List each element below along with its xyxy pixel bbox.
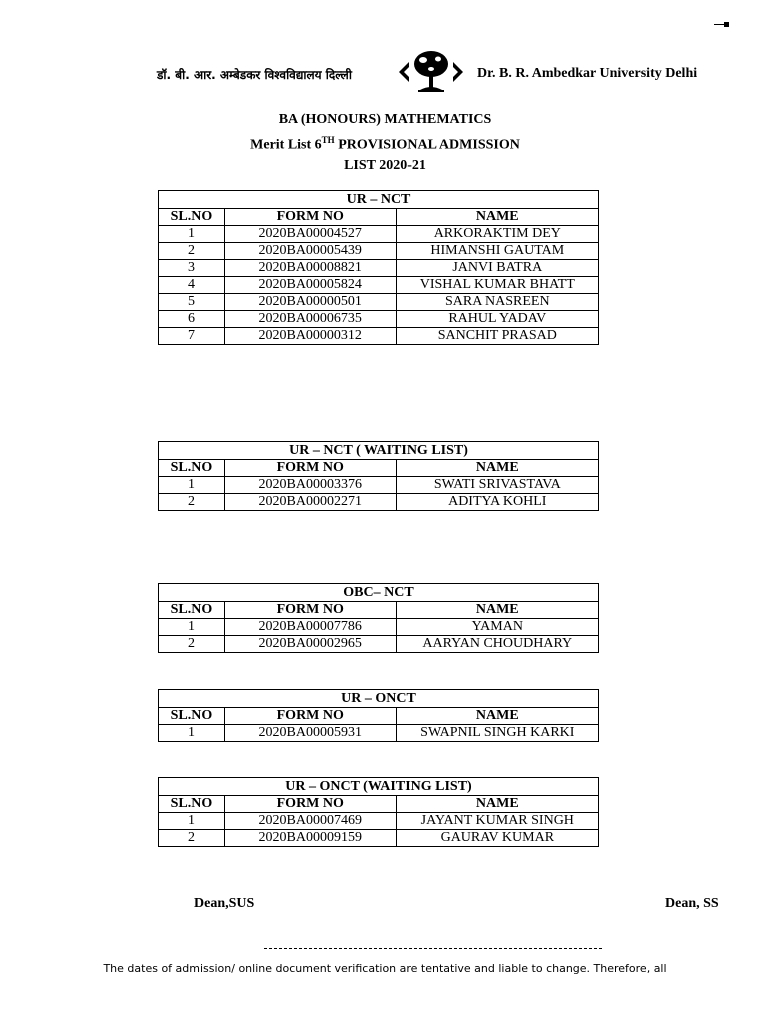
form-number-cell: 2020BA00002271 <box>224 494 396 511</box>
column-header-form-no: FORM NO <box>224 708 396 725</box>
column-header-form-no: FORM NO <box>224 602 396 619</box>
form-number-cell: 2020BA00005824 <box>224 277 396 294</box>
table-caption: UR – NCT <box>159 191 599 209</box>
merit-table-ur-onct-waiting <box>158 777 599 847</box>
serial-number-cell: 2 <box>159 243 225 260</box>
merit-table-ur-onct <box>158 689 599 742</box>
university-name-english: Dr. B. R. Ambedkar University Delhi <box>477 66 698 81</box>
table-row <box>159 243 599 260</box>
serial-number-cell: 3 <box>159 260 225 277</box>
signature-dean-ss: Dean, SS <box>665 896 719 911</box>
column-header-name: NAME <box>396 796 598 813</box>
merit-table-ur-nct <box>158 190 599 345</box>
university-name-hindi: डॉ. बी. आर. अम्बेडकर विश्वविद्यालय दिल्ली <box>157 68 352 82</box>
serial-number-cell: 2 <box>159 494 225 511</box>
student-name-cell: YAMAN <box>396 619 598 636</box>
serial-number-cell: 5 <box>159 294 225 311</box>
column-header-sl-no: SL.NO <box>159 602 225 619</box>
student-name-cell: ADITYA KOHLI <box>396 494 598 511</box>
student-name-cell: GAURAV KUMAR <box>396 830 598 847</box>
student-name-cell: HIMANSHI GAUTAM <box>396 243 598 260</box>
title-line-2: Merit List 6TH PROVISIONAL ADMISSION <box>250 135 520 153</box>
student-name-cell: SWATI SRIVASTAVA <box>396 477 598 494</box>
serial-number-cell: 7 <box>159 328 225 345</box>
table-caption: UR – ONCT (WAITING LIST) <box>159 778 599 796</box>
merit-table-ur-nct-waiting <box>158 441 599 511</box>
table-caption: OBC– NCT <box>159 584 599 602</box>
form-number-cell: 2020BA00005931 <box>224 725 396 742</box>
table-row <box>159 477 599 494</box>
column-header-name: NAME <box>396 460 598 477</box>
table-caption: UR – NCT ( WAITING LIST) <box>159 442 599 460</box>
serial-number-cell: 1 <box>159 813 225 830</box>
title-superscript: TH <box>321 135 335 145</box>
student-name-cell: VISHAL KUMAR BHATT <box>396 277 598 294</box>
form-number-cell: 2020BA00002965 <box>224 636 396 653</box>
column-header-sl-no: SL.NO <box>159 796 225 813</box>
column-header-name: NAME <box>396 602 598 619</box>
form-number-cell: 2020BA00000501 <box>224 294 396 311</box>
form-number-cell: 2020BA00004527 <box>224 226 396 243</box>
table-row <box>159 830 599 847</box>
serial-number-cell: 6 <box>159 311 225 328</box>
serial-number-cell: 1 <box>159 619 225 636</box>
merit-table-obc-nct <box>158 583 599 653</box>
table-row <box>159 311 599 328</box>
student-name-cell: SWAPNIL SINGH KARKI <box>396 725 598 742</box>
table-row <box>159 619 599 636</box>
serial-number-cell: 1 <box>159 725 225 742</box>
table-row <box>159 328 599 345</box>
form-number-cell: 2020BA00000312 <box>224 328 396 345</box>
serial-number-cell: 2 <box>159 830 225 847</box>
table-row <box>159 226 599 243</box>
table-row <box>159 277 599 294</box>
column-header-sl-no: SL.NO <box>159 460 225 477</box>
serial-number-cell: 4 <box>159 277 225 294</box>
table-row <box>159 725 599 742</box>
student-name-cell: JAYANT KUMAR SINGH <box>396 813 598 830</box>
serial-number-cell: 1 <box>159 477 225 494</box>
form-number-cell: 2020BA00009159 <box>224 830 396 847</box>
footer-note: The dates of admission/ online document verification are tentative and liable to change. Therefore, all <box>103 962 667 975</box>
student-name-cell: ARKORAKTIM DEY <box>396 226 598 243</box>
footer-divider <box>264 948 602 949</box>
form-number-cell: 2020BA00008821 <box>224 260 396 277</box>
document-title <box>0 110 770 176</box>
student-name-cell: RAHUL YADAV <box>396 311 598 328</box>
student-name-cell: AARYAN CHOUDHARY <box>396 636 598 653</box>
university-logo-icon <box>393 48 469 96</box>
letterhead <box>155 48 715 98</box>
column-header-sl-no: SL.NO <box>159 209 225 226</box>
title-line-3: LIST 2020-21 <box>344 157 426 173</box>
serial-number-cell: 2 <box>159 636 225 653</box>
form-number-cell: 2020BA00005439 <box>224 243 396 260</box>
table-row <box>159 494 599 511</box>
column-header-sl-no: SL.NO <box>159 708 225 725</box>
student-name-cell: JANVI BATRA <box>396 260 598 277</box>
form-number-cell: 2020BA00006735 <box>224 311 396 328</box>
table-row <box>159 260 599 277</box>
column-header-form-no: FORM NO <box>224 460 396 477</box>
student-name-cell: SARA NASREEN <box>396 294 598 311</box>
column-header-name: NAME <box>396 209 598 226</box>
form-number-cell: 2020BA00003376 <box>224 477 396 494</box>
table-row <box>159 294 599 311</box>
column-header-form-no: FORM NO <box>224 796 396 813</box>
table-row <box>159 636 599 653</box>
form-number-cell: 2020BA00007469 <box>224 813 396 830</box>
column-header-name: NAME <box>396 708 598 725</box>
student-name-cell: SANCHIT PRASAD <box>396 328 598 345</box>
corner-mark <box>714 20 731 30</box>
column-header-form-no: FORM NO <box>224 209 396 226</box>
title-line-1: BA (HONOURS) MATHEMATICS <box>278 112 492 127</box>
form-number-cell: 2020BA00007786 <box>224 619 396 636</box>
table-row <box>159 813 599 830</box>
table-caption: UR – ONCT <box>159 690 599 708</box>
signature-dean-sus: Dean,SUS <box>194 896 255 911</box>
serial-number-cell: 1 <box>159 226 225 243</box>
